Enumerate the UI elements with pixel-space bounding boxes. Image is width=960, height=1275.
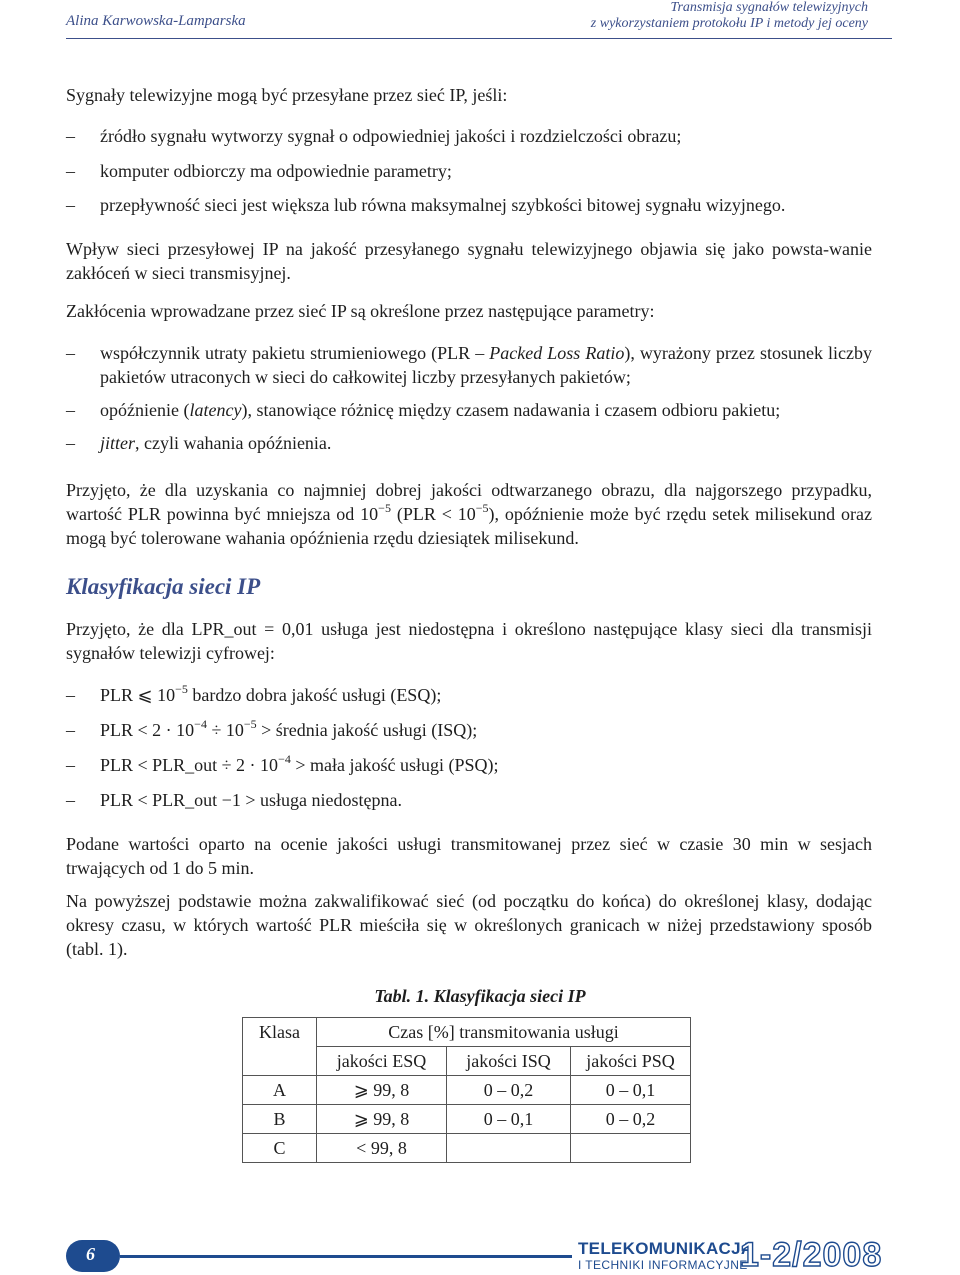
cell-klasa: B	[243, 1105, 317, 1134]
list-dash: –	[66, 685, 75, 705]
list-dash: –	[66, 126, 75, 146]
subheader-isq: jakości ISQ	[447, 1047, 571, 1076]
list-item-text: przepływność sieci jest większa lub równa maksymalnej szybkości bitowej sygnału wizyjnego.	[100, 195, 786, 215]
list-dash: –	[66, 161, 75, 181]
cell-psq: 0 – 0,1	[571, 1076, 691, 1105]
paragraph-plr-requirement: Przyjęto, że dla uzyskania co najmniej dobrej jakości odtwarzanego obrazu, dla najgorszego przypadku, wartość PLR powinna być mniejsza od $10^{-5}$ $(PLR < 10^{-5})$, opóźnienie może być rzędu setek milisekund oraz mogą być tolerowane wahania opóźnienia rzędu dziesiątek milisekund.	[66, 480, 872, 548]
page-number: 6	[86, 1244, 95, 1264]
cell-esq: < 99, 8	[317, 1134, 447, 1163]
journal-logo	[578, 1241, 753, 1273]
table-caption: Tabl. 1. Klasyfikacja sieci IP	[374, 986, 586, 1006]
list-item-text: opóźnienie (latency), stanowiące różnicę między czasem nadawania i czasem odbioru pakietu;	[100, 400, 781, 420]
paragraph-intro: Sygnały telewizyjne mogą być przesyłane przez sieć IP, jeśli:	[66, 85, 508, 105]
header-title-line2: z wykorzystaniem protokołu IP i metody jej oceny	[590, 16, 868, 31]
list-dash: –	[66, 720, 75, 740]
cell-klasa: A	[243, 1076, 317, 1105]
list-dash: –	[66, 343, 75, 363]
cell-isq: 0 – 0,1	[447, 1105, 571, 1134]
cell-esq: ⩾ 99, 8	[317, 1105, 447, 1134]
paragraph-impact: Wpływ sieci przesyłowej IP na jakość przesyłanego sygnału telewizyjnego objawia się jako powsta-wanie zakłóceń w sieci transmisyjnej.	[66, 239, 872, 283]
list-dash: –	[66, 433, 75, 453]
list-dash: –	[66, 400, 75, 420]
list-item-text: komputer odbiorczy ma odpowiednie parametry;	[100, 161, 452, 181]
list-item-text: źródło sygnału wytworzy sygnał o odpowiedniej jakości i rozdzielczości obrazu;	[100, 126, 682, 146]
subheader-esq: jakości ESQ	[317, 1047, 447, 1076]
list-dash: –	[66, 195, 75, 215]
section-heading: Klasyfikacja sieci IP	[66, 574, 261, 599]
cell-esq: ⩾ 99, 8	[317, 1076, 447, 1105]
issue-number: 1-2/2008	[740, 1236, 883, 1274]
list-dash: –	[66, 790, 75, 810]
class-item-text: PLR ⩽ $10^{-5}$ bardzo dobra jakość usługi (ESQ);	[100, 682, 442, 705]
cell-isq	[447, 1134, 571, 1163]
journal-name-line2: I TECHNIKI INFORMACYJNE	[578, 1258, 748, 1272]
table-row	[243, 1134, 691, 1163]
paragraph-parameters: Zakłócenia wprowadzane przez sieć IP są określone przez następujące parametry:	[66, 301, 655, 321]
header-author: Alina Karwowska-Lamparska	[66, 13, 246, 29]
class-item-text: PLR < PLR_out −1 > usługa niedostępna.	[100, 790, 402, 810]
header-title	[591, 0, 868, 32]
header-rule	[66, 38, 892, 39]
table-row	[243, 1076, 691, 1105]
header-czas: Czas [%] transmitowania usługi	[317, 1018, 691, 1047]
paragraph-qualification: Na powyższej podstawie można zakwalifikować sieć (od początku do końca) do określonej klasy, dodając okresy czasu, w których wartość PLR mieściła się w określonych granicach w niżej przedstawiony sposób (tabl. 1).	[66, 891, 872, 959]
class-item-text: PLR < $2 \cdot 10^{-4} \div 10^{-5}$ > średnia jakość usługi (ISQ);	[100, 717, 478, 740]
table-header-row	[243, 1018, 691, 1047]
cell-psq	[571, 1134, 691, 1163]
header-klasa: Klasa	[243, 1018, 317, 1076]
class-item-text: PLR < PLR_out ÷ $2 \cdot 10^{-4}$ > mała jakość usługi (PSQ);	[100, 752, 499, 775]
table-row	[243, 1105, 691, 1134]
subheader-psq: jakości PSQ	[571, 1047, 691, 1076]
paragraph-session: Podane wartości oparto na ocenie jakości usługi transmitowanej przez sieć w czasie 30 min w sesjach trwających od 1 do 5 min.	[66, 834, 872, 878]
classification-table	[242, 1017, 691, 1163]
header-title-line1: Transmisja sygnałów telewizyjnych	[670, 0, 868, 15]
cell-isq: 0 – 0,2	[447, 1076, 571, 1105]
paragraph-classes-intro: Przyjęto, że dla LPR_out = 0,01 usługa jest niedostępna i określono następujące klasy sieci dla transmisji sygnałów telewizji cyfrowej:	[66, 619, 872, 663]
journal-name-line1: TELEKOMUNIKACJA	[578, 1239, 754, 1258]
footer-rule	[120, 1255, 572, 1258]
cell-psq: 0 – 0,2	[571, 1105, 691, 1134]
list-dash: –	[66, 755, 75, 775]
cell-klasa: C	[243, 1134, 317, 1163]
list-item-text: jitter, czyli wahania opóźnienia.	[100, 433, 332, 453]
running-header	[0, 0, 960, 40]
list-item-text: współczynnik utraty pakietu strumieniowego (PLR – Packed Loss Ratio), wyrażony przez stosunek liczby pakietów utraconych w sieci do całkowitej liczby przesyłanych pakietów;	[100, 343, 872, 387]
